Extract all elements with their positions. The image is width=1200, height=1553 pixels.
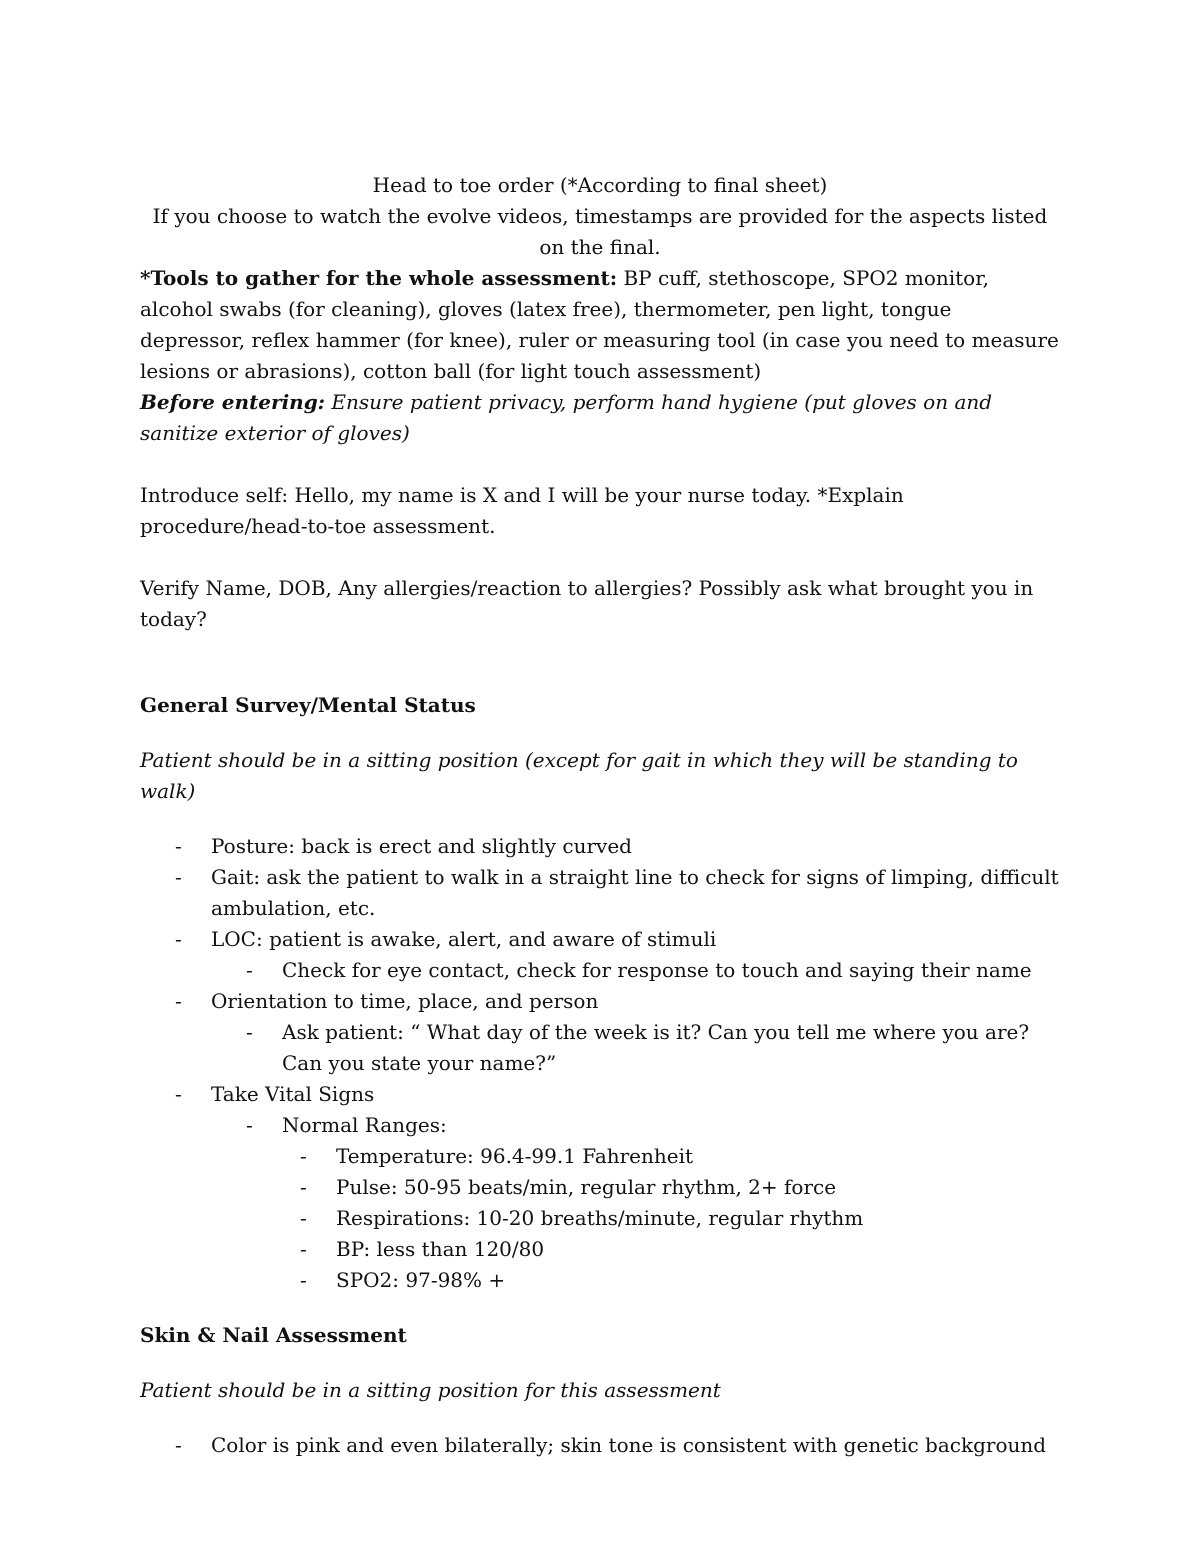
item-normal-ranges: Normal Ranges: <box>282 1113 447 1137</box>
tools-label: *Tools to gather for the whole assessment: <box>140 266 618 290</box>
spacer <box>140 1406 1060 1430</box>
item-pulse: Pulse: 50-95 beats/min, regular rhythm, 2+ force <box>336 1175 837 1199</box>
item-temperature: Temperature: 96.4-99.1 Fahrenheit <box>336 1144 694 1168</box>
doc-subtitle-line: If you choose to watch the evolve videos, timestamps are provided for the aspects listed on the final. <box>152 204 1048 259</box>
tools-paragraph <box>140 263 1060 387</box>
before-entering-paragraph <box>140 387 1060 449</box>
bullet-dash: - <box>300 1144 307 1168</box>
item-orientation-sub: Ask patient: “ What day of the week is it? Can you tell me where you are? Can you state your name?” <box>282 1020 1030 1075</box>
bullet-dash: - <box>175 927 182 951</box>
doc-title-line: Head to toe order (*According to final sheet) <box>372 173 828 197</box>
bullet-dash: - <box>175 1433 182 1457</box>
skin-nail-position-note: Patient should be in a sitting position for this assessment <box>140 1378 721 1402</box>
spacer <box>140 666 1060 690</box>
list-item <box>282 1203 1060 1234</box>
list-item <box>282 1172 1060 1203</box>
bullet-dash: - <box>246 1020 253 1044</box>
bullet-dash: - <box>300 1268 307 1292</box>
item-loc: LOC: patient is awake, alert, and aware of stimuli <box>211 927 717 951</box>
spacer <box>140 1296 1060 1320</box>
item-respirations: Respirations: 10-20 breaths/minute, regular rhythm <box>336 1206 864 1230</box>
document-page <box>140 170 1060 1461</box>
spacer <box>140 721 1060 745</box>
list-item <box>211 1110 1060 1296</box>
list-item <box>140 924 1060 986</box>
vitals-sublist <box>211 1110 1060 1296</box>
bullet-dash: - <box>300 1175 307 1199</box>
general-survey-list <box>140 831 1060 1296</box>
bullet-dash: - <box>246 1113 253 1137</box>
list-item <box>211 1017 1060 1079</box>
general-survey-heading: General Survey/Mental Status <box>140 693 476 717</box>
spacer <box>140 807 1060 831</box>
list-item <box>140 986 1060 1079</box>
item-bp: BP: less than 120/80 <box>336 1237 545 1261</box>
bullet-dash: - <box>300 1237 307 1261</box>
item-vitals: Take Vital Signs <box>211 1082 375 1106</box>
list-item <box>140 1430 1060 1461</box>
general-survey-position-note: Patient should be in a sitting position (except for gait in which they will be standing to walk) <box>140 748 1018 803</box>
list-item <box>282 1265 1060 1296</box>
orientation-sublist <box>211 1017 1060 1079</box>
list-item <box>282 1234 1060 1265</box>
bullet-dash: - <box>175 834 182 858</box>
list-item <box>140 862 1060 924</box>
bullet-dash: - <box>175 1082 182 1106</box>
item-posture: Posture: back is erect and slightly curved <box>211 834 632 858</box>
spacer <box>140 1351 1060 1375</box>
bullet-dash: - <box>246 958 253 982</box>
list-item <box>211 955 1060 986</box>
bullet-dash: - <box>300 1206 307 1230</box>
list-item <box>282 1141 1060 1172</box>
loc-sublist <box>211 955 1060 986</box>
skin-nail-list <box>140 1430 1060 1461</box>
introduce-paragraph: Introduce self: Hello, my name is X and I will be your nurse today. *Explain procedure/head-to-toe assessment. <box>140 483 904 538</box>
tools-text: BP cuff, stethoscope, SPO2 monitor, alcohol swabs (for cleaning), gloves (latex free), thermometer, pen light, tongue depressor, reflex hammer (for knee), ruler or measuring tool (in case you need to measure lesions or abrasions), cotton ball (for light touch assessment) <box>140 266 1059 383</box>
list-item <box>140 831 1060 862</box>
verify-paragraph: Verify Name, DOB, Any allergies/reaction to allergies? Possibly ask what brought you in today? <box>140 576 1034 631</box>
before-entering-label: Before entering: <box>140 390 326 414</box>
list-item <box>140 1079 1060 1296</box>
spacer <box>140 542 1060 573</box>
before-entering-text: Ensure patient privacy, perform hand hygiene (put gloves on and sanitize exterior of gloves) <box>140 390 993 445</box>
item-orientation: Orientation to time, place, and person <box>211 989 599 1013</box>
skin-nail-heading: Skin & Nail Assessment <box>140 1323 407 1347</box>
item-color: Color is pink and even bilaterally; skin tone is consistent with genetic background <box>211 1433 1047 1457</box>
item-gait: Gait: ask the patient to walk in a straight line to check for signs of limping, difficult ambulation, etc. <box>211 865 1059 920</box>
item-spo2: SPO2: 97-98% + <box>336 1268 506 1292</box>
spacer <box>140 449 1060 480</box>
bullet-dash: - <box>175 865 182 889</box>
item-loc-sub: Check for eye contact, check for response to touch and saying their name <box>282 958 1032 982</box>
spacer <box>140 635 1060 666</box>
bullet-dash: - <box>175 989 182 1013</box>
normal-ranges-sublist <box>282 1141 1060 1296</box>
